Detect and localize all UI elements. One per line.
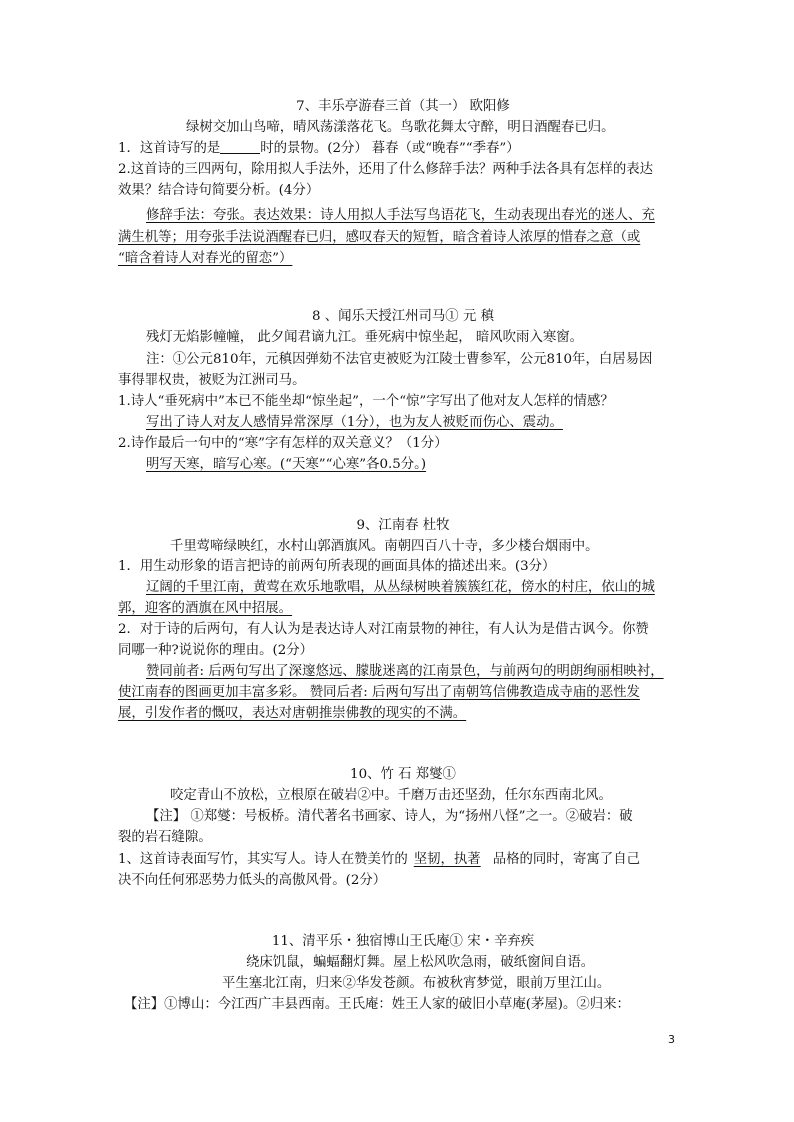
poem-text-11-line2: 平生塞北江南，归来②华发苍颜。布被秋宵梦觉，眼前万里江山。 (222, 976, 611, 991)
answer-9-2-line1: 赞同前者: 后两句写出了深邃悠远、朦胧迷离的江南景色，与前两句的明朗绚丽相映衬， (146, 664, 664, 679)
answer-7-2-line1: 修辞手法：夸张。表达效果：诗人用拟人手法写鸟语花飞，生动表现出春光的迷人、充 (146, 208, 655, 223)
poem-text-9: 千里莺啼绿映红，水村山郭酒旗风。南朝四百八十寺，多少楼台烟雨中。 (170, 539, 599, 554)
answer-7-2-line2: 满生机等；用夸张手法说酒醒春已归，感叹春天的短暂，暗含着诗人浓厚的惜春之意（或 (118, 230, 641, 245)
note-8-line2: 事得罪权贵，被贬为江洲司马。 (118, 373, 306, 388)
poem-title-8: 8 、闻乐天授江州司马① 元 稹 (312, 309, 494, 324)
poem-title-10: 10、竹 石 郑燮① (350, 767, 456, 782)
answer-10-1: 坚韧，执著 (413, 852, 481, 867)
question-10-1-line2: 决不向任何邪恶势力低头的高傲风骨。(2分） (118, 873, 387, 888)
answer-8-1: 写出了诗人对友人感情异常深厚（1分），也为友人被贬而伤心、震动。 (146, 415, 563, 430)
answer-7-1: 暮春（或“晚春”“季春”） (371, 141, 520, 156)
note-10-line2: 裂的岩石缝隙。 (118, 830, 212, 845)
poem-title-11: 11、清平乐・独宿博山王氏庵① 宋・辛弃疾 (271, 934, 535, 949)
question-7-1-text: 1．这首诗写的是 (118, 141, 221, 156)
poem-text-11-line1: 绕床饥鼠，蝙蝠翻灯舞。屋上松风吹急雨，破纸窗间自语。 (246, 955, 595, 970)
question-9-2-line2: 同哪一种?说说你的理由。(2分） (118, 643, 313, 658)
note-10-line1: 【注】 ①郑燮：号板桥。清代著名书画家、诗人，为“扬州八怪”之一。②破岩：破 (146, 809, 633, 824)
answer-9-2-line2: 使江南春的图画更加丰富多彩。 赞同后者: 后两句写出了南朝笃信佛教造成寺庙的恶性发 (118, 685, 640, 700)
answer-9-1-line1: 辽阔的千里江南，黄莺在欢乐地歌唱，从丛绿树映着簇簇红花，傍水的村庄，依山的城 (146, 580, 655, 595)
question-8-2: 2.诗作最后一句中的“寒”字有怎样的双关意义？（1分） (118, 436, 448, 451)
question-9-2-line1: 2．对于诗的后两句，有人认为是表达诗人对江南景物的神往，有人认为是借古讽今。你赞 (118, 622, 649, 637)
poem-title-9: 9、江南春 杜牧 (356, 518, 450, 533)
question-7-1 (118, 139, 688, 159)
answer-blank (220, 139, 260, 154)
page-number: 3 (668, 1033, 675, 1046)
question-10-1-text: 1、这首诗表面写竹，其实写人。诗人在赞美竹的 (118, 852, 408, 867)
note-8-line1: 注：①公元810年，元稹因弹劾不法官吏被贬为江陵士曹参军，公元810年，白居易因 (146, 352, 653, 367)
question-10-1-suffix: 品格的同时，寄寓了自己 (492, 852, 640, 867)
question-7-1-suffix: 时的景物。(2分） (260, 141, 368, 156)
poem-text-8: 残灯无焰影幢幢， 此夕闻君谪九江。垂死病中惊坐起， 暗风吹雨入寒窗。 (146, 330, 584, 345)
answer-7-2-line3: “暗含着诗人对春光的留恋”） (118, 251, 293, 266)
poem-text-7: 绿树交加山鸟啼，晴风荡漾落花飞。鸟歌花舞太守醉，明日酒醒春已归。 (186, 120, 615, 135)
poem-title-7: 7、丰乐亭游春三首（其一） 欧阳修 (296, 99, 510, 114)
question-7-2-line2: 效果？结合诗句简要分析。(4分） (118, 183, 320, 198)
question-9-1: 1．用生动形象的语言把诗的前两句所表现的画面具体的描述出来。(3分） (118, 559, 556, 574)
poem-text-10: 咬定青山不放松，立根原在破岩②中。千磨万击还坚劲，任尔东西南北风。 (170, 788, 612, 803)
answer-8-2: 明写天寒，暗写心寒。(“天寒”“心寒”各0.5分。) (146, 457, 427, 472)
note-11-line1: 【注】①博山：今江西广丰县西南。王氏庵：姓王人家的破旧小草庵(茅屋)。②归来： (124, 997, 630, 1012)
question-10-1 (118, 850, 688, 870)
question-7-2-line1: 2.这首诗的三四两句，除用拟人手法外，还用了什么修辞手法？两种手法各具有怎样的表达 (118, 162, 654, 177)
answer-9-1-line2: 郭，迎客的酒旗在风中招展。 (118, 601, 293, 616)
question-8-1: 1.诗人“垂死病中”本已不能坐却“惊坐起”，一个“惊”字写出了他对友人怎样的情感？ (118, 394, 614, 409)
answer-9-2-line3: 展，引发作者的慨叹，表达对唐朝推崇佛教的现实的不满。 (118, 706, 467, 721)
